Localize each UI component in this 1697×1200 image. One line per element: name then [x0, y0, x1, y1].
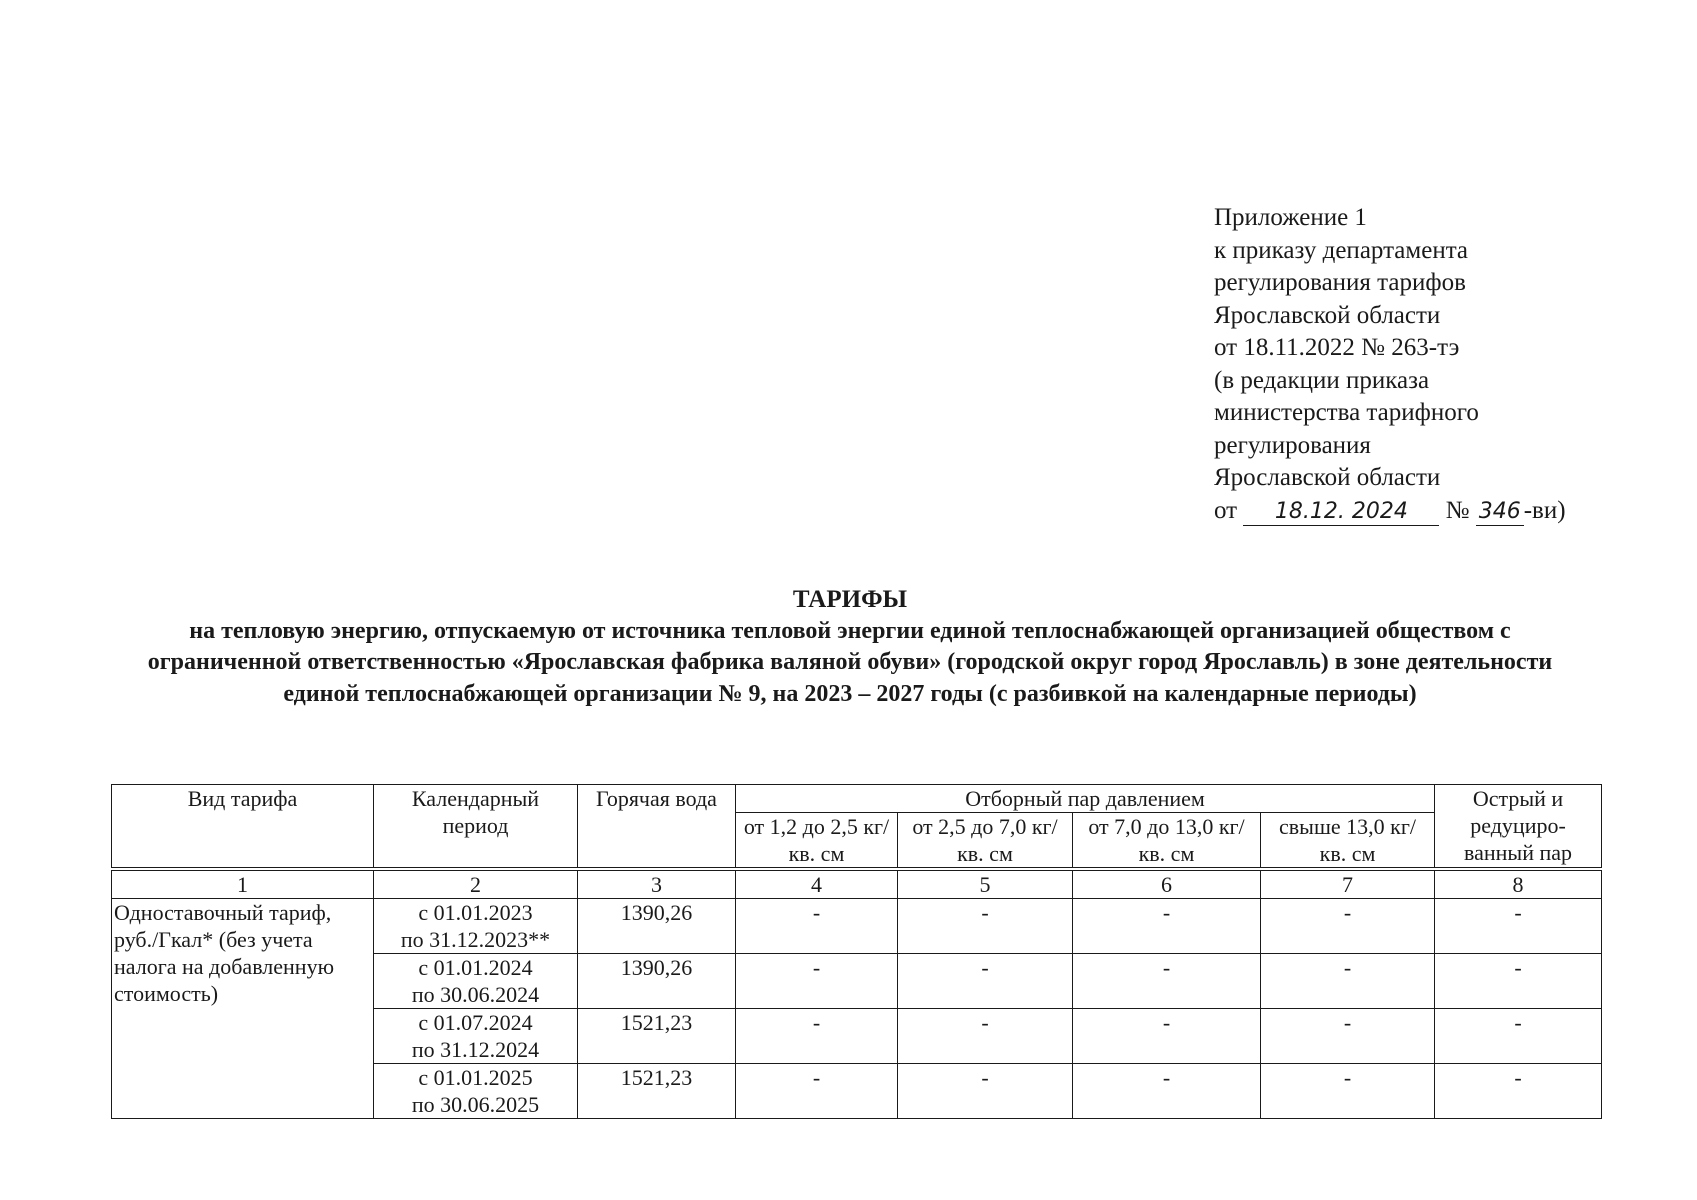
appendix-line: Ярославской области: [1214, 301, 1441, 329]
handwritten-number: 346: [1476, 499, 1524, 526]
appendix-suffix: -ви): [1523, 496, 1566, 524]
column-numbers-row: [112, 869, 1602, 899]
period-cell: [374, 1064, 578, 1119]
header-hot-water: Горячая вода: [578, 785, 736, 870]
table-row: [112, 899, 1602, 954]
column-number: 5: [898, 869, 1073, 899]
steam-3-cell: -: [1073, 899, 1261, 954]
period-cell: [374, 899, 578, 954]
header-steam-1: от 1,2 до 2,5 кг/ кв. см: [736, 813, 898, 870]
header-steam-4: свыше 13,0 кг/ кв. см: [1261, 813, 1435, 870]
steam-1-cell: -: [736, 954, 898, 1009]
header-sharp-steam: Острый и редуциро-ванный пар: [1435, 785, 1602, 870]
number-sign: №: [1445, 496, 1470, 524]
period-from: с 01.07.2024: [418, 1010, 533, 1035]
column-number: 8: [1435, 869, 1602, 899]
header-period: Календарный период: [374, 785, 578, 870]
hot-water-cell: 1390,26: [578, 954, 736, 1009]
period-from: с 01.01.2025: [418, 1065, 533, 1090]
steam-3-cell: -: [1073, 1064, 1261, 1119]
appendix-line: (в редакции приказа: [1214, 366, 1430, 394]
steam-1-cell: -: [736, 1009, 898, 1064]
period-to: по 31.12.2024: [411, 1037, 540, 1062]
hot-water-cell: 1521,23: [578, 1009, 736, 1064]
period-to: по 30.06.2024: [411, 982, 540, 1007]
appendix-line: регулирования: [1214, 431, 1371, 459]
steam-4-cell: -: [1261, 1009, 1435, 1064]
appendix-line: регулирования тарифов: [1214, 269, 1466, 296]
period-from: с 01.01.2023: [418, 900, 533, 925]
sharp-steam-cell: -: [1435, 1064, 1602, 1119]
steam-4-cell: -: [1261, 1064, 1435, 1119]
sharp-steam-cell: -: [1435, 954, 1602, 1009]
steam-2-cell: -: [898, 954, 1073, 1009]
column-number: 7: [1261, 869, 1435, 899]
steam-2-cell: -: [898, 899, 1073, 954]
column-number: 4: [736, 869, 898, 899]
appendix-block: [1214, 202, 1654, 527]
appendix-line: министерства тарифного: [1214, 399, 1479, 426]
appendix-line: Приложение 1: [1214, 204, 1367, 231]
steam-4-cell: -: [1261, 954, 1435, 1009]
period-from: с 01.01.2024: [418, 955, 533, 980]
period-to: по 31.12.2023**: [400, 927, 551, 952]
appendix-line: от 18.11.2022 № 263-тэ: [1214, 334, 1460, 361]
appendix-line: к приказу департамента: [1214, 236, 1469, 264]
steam-1-cell: -: [736, 1064, 898, 1119]
handwritten-date: 18.12. 2024: [1243, 499, 1439, 526]
steam-2-cell: -: [898, 1009, 1073, 1064]
steam-3-cell: -: [1073, 954, 1261, 1009]
steam-3-cell: -: [1073, 1009, 1261, 1064]
title-main: ТАРИФЫ: [792, 586, 908, 613]
sharp-steam-cell: -: [1435, 1009, 1602, 1064]
sharp-steam-cell: -: [1435, 899, 1602, 954]
period-cell: [374, 954, 578, 1009]
document-title: [110, 584, 1590, 710]
steam-1-cell: -: [736, 899, 898, 954]
period-cell: [374, 1009, 578, 1064]
appendix-prefix: от: [1214, 496, 1238, 524]
column-number: 1: [112, 869, 374, 899]
hot-water-cell: 1521,23: [578, 1064, 736, 1119]
steam-2-cell: -: [898, 1064, 1073, 1119]
appendix-order-line: [1214, 495, 1654, 528]
column-number: 2: [374, 869, 578, 899]
tariff-table: [111, 784, 1602, 1119]
period-to: по 30.06.2025: [411, 1092, 540, 1117]
column-number: 3: [578, 869, 736, 899]
column-number: 6: [1073, 869, 1261, 899]
title-subtitle: на тепловую энергию, отпускаемую от источника тепловой энергии единой теплоснабжающей организацией обществом с ограниченной ответственностью «Ярославская фабрика валяной обуви» (городской округ город Ярославль) в зоне деятельности единой теплоснабжающей организации № 9, на 2023 – 2027 годы (с разбивкой на календарные периоды): [147, 617, 1553, 707]
appendix-line: Ярославской области: [1214, 464, 1441, 491]
header-steam-group: Отборный пар давлением: [736, 785, 1435, 813]
steam-4-cell: -: [1261, 899, 1435, 954]
hot-water-cell: 1390,26: [578, 899, 736, 954]
header-steam-2: от 2,5 до 7,0 кг/ кв. см: [898, 813, 1073, 870]
tariff-kind-cell: Одноставочный тариф, руб./Гкал* (без учета налога на добавленную стоимость): [112, 899, 374, 1119]
header-steam-3: от 7,0 до 13,0 кг/ кв. см: [1073, 813, 1261, 870]
header-kind: Вид тарифа: [112, 785, 374, 870]
